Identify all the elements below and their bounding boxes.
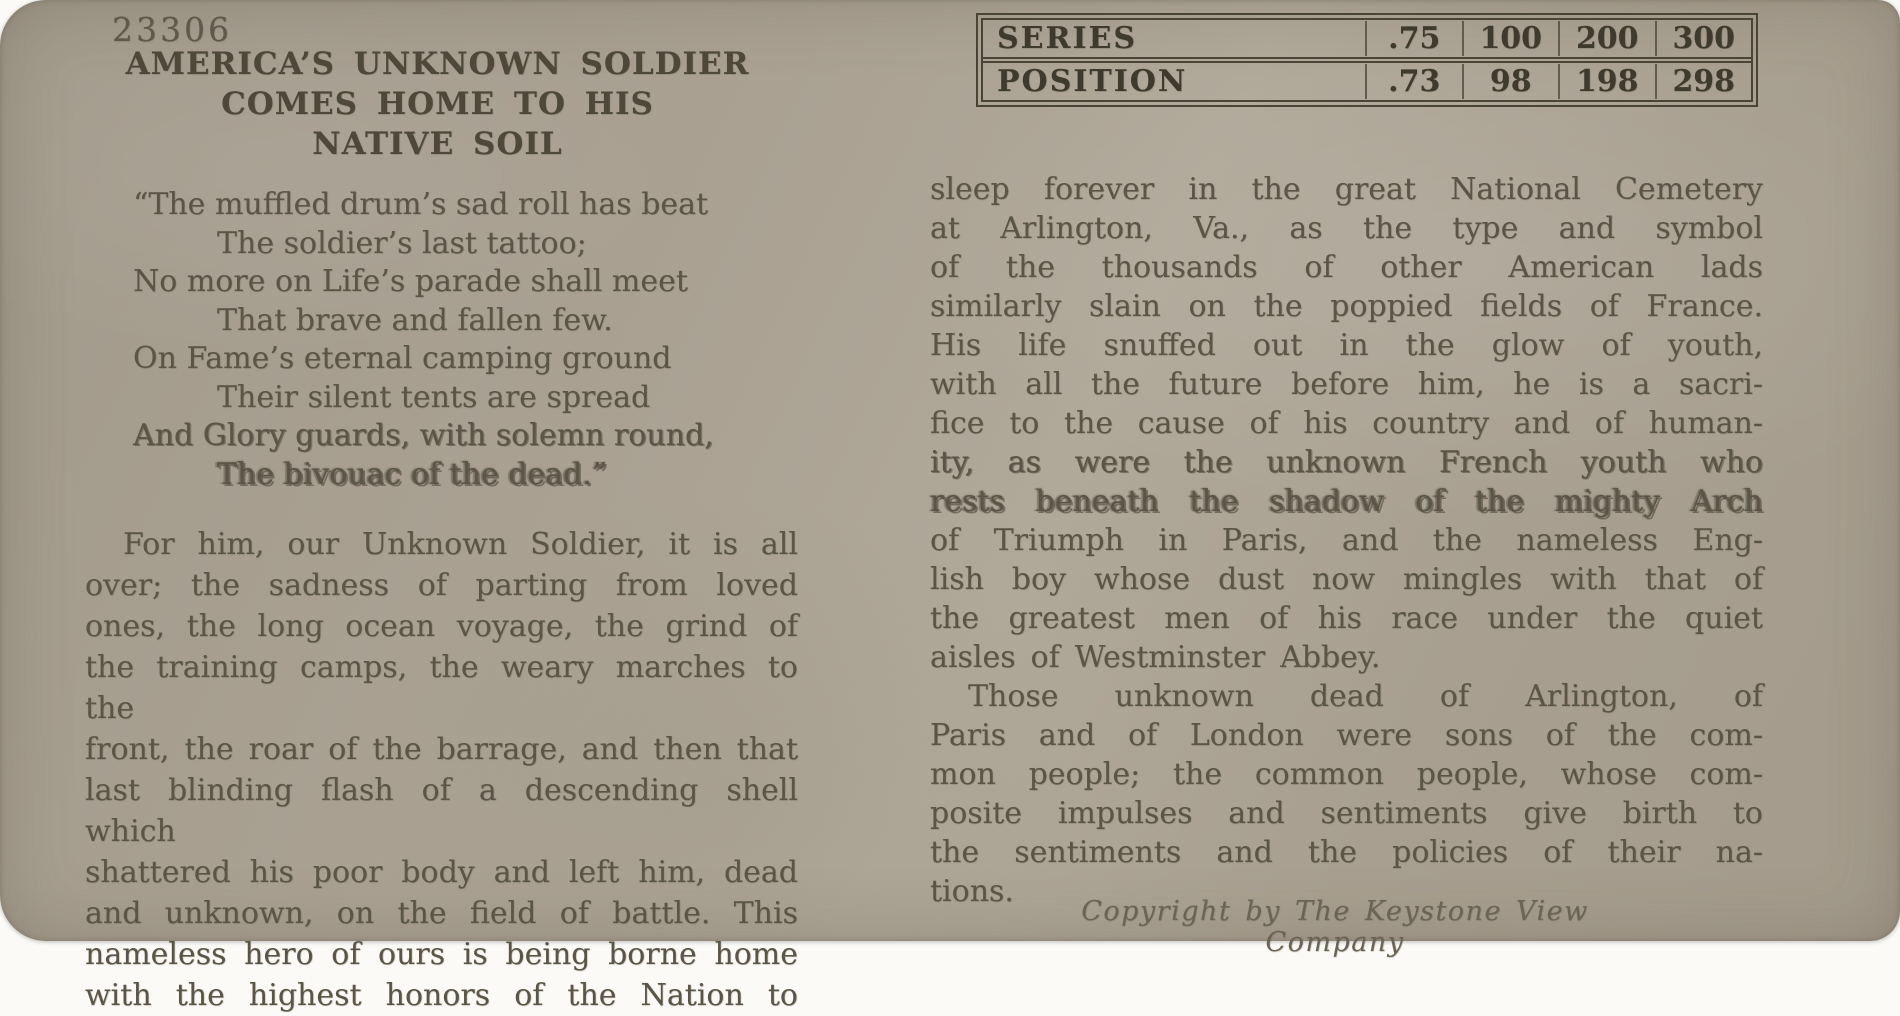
- text-line: mon people; the common people, whose com-: [930, 757, 1763, 792]
- text-line: similarly slain on the poppied fields of France.: [930, 289, 1763, 324]
- text-line: His life snuffed out in the glow of youth,: [930, 328, 1763, 363]
- table-label: POSITION: [997, 64, 1188, 99]
- text-line: Paris and of London were sons of the com-: [930, 718, 1763, 753]
- title-line: AMERICA’S UNKNOWN SOLDIER: [125, 46, 750, 82]
- text-line: ones, the long ocean voyage, the grind of: [85, 609, 798, 644]
- text-line: ity, as were the unknown French youth who: [930, 445, 1763, 480]
- table-cell: .75: [1365, 21, 1462, 56]
- text-line: the training camps, the weary marches to the: [85, 650, 798, 726]
- text-line: aisles of Westminster Abbey.: [930, 640, 1381, 675]
- text-line: lish boy whose dust now mingles with that of: [930, 562, 1763, 597]
- copyright-line: Copyright by The Keystone View Company: [1081, 896, 1589, 958]
- text-line: nameless hero of ours is being borne home: [85, 937, 798, 972]
- right-column: [930, 170, 1763, 911]
- right-paragraph-2: [930, 677, 1763, 911]
- text-line: of the thousands of other American lads: [930, 250, 1763, 285]
- text-line: at Arlington, Va., as the type and symbol: [930, 211, 1763, 246]
- table-cell: 100: [1462, 21, 1559, 56]
- title-line: NATIVE SOIL: [312, 126, 563, 162]
- card-title: [85, 44, 790, 164]
- text-line: over; the sadness of parting from loved: [85, 568, 798, 603]
- table-cell: 98: [1462, 64, 1559, 99]
- poem-line: No more on Life’s parade shall meet: [133, 264, 688, 299]
- poem-line: And Glory guards, with solemn round,: [133, 418, 714, 453]
- left-column-paragraph: [85, 524, 798, 1016]
- series-position-table: [976, 13, 1758, 107]
- text-line: fice to the cause of his country and of human-: [930, 406, 1763, 441]
- table-cell: 298: [1655, 64, 1752, 99]
- text-line: shattered his poor body and left him, dead: [85, 855, 798, 890]
- text-line: last blinding flash of a descending shell which: [85, 773, 798, 849]
- table-label: SERIES: [997, 21, 1138, 56]
- poem-line: That brave and fallen few.: [217, 302, 613, 338]
- text-line: front, the roar of the barrage, and then that: [85, 732, 798, 767]
- table-cell: 300: [1655, 21, 1752, 56]
- poem-line: The soldier’s last tattoo;: [217, 225, 587, 261]
- text-line: the greatest men of his race under the quiet: [930, 601, 1763, 636]
- table-cell: .73: [1365, 64, 1462, 99]
- text-line: sleep forever in the great National Cemetery: [930, 172, 1763, 207]
- card-number: 23306: [112, 10, 232, 49]
- text-line: of Triumph in Paris, and the nameless Eng-: [930, 523, 1763, 558]
- table-cell: 200: [1558, 21, 1655, 56]
- text-line: the sentiments and the policies of their na-: [930, 835, 1763, 870]
- text-line: rests beneath the shadow of the mighty Arch: [930, 484, 1763, 519]
- text-line: tions.: [930, 874, 1014, 909]
- text-line: Those unknown dead of Arlington, of: [968, 679, 1763, 714]
- text-line: For him, our Unknown Soldier, it is all: [123, 527, 798, 562]
- poem-line: Their silent tents are spread: [217, 379, 651, 415]
- poem-line: “The muffled drum’s sad roll has beat: [133, 187, 709, 222]
- text-line: and unknown, on the field of battle. This: [85, 896, 798, 931]
- poem-line: The bivouac of the dead.”: [217, 456, 608, 492]
- table-row-position: [983, 57, 1751, 100]
- text-line: with the highest honors of the Nation to: [85, 978, 798, 1013]
- title-line: COMES HOME TO HIS: [221, 86, 654, 122]
- text-line: with all the future before him, he is a sacri-: [930, 367, 1763, 402]
- poem-quote: [85, 186, 797, 494]
- poem-line: On Fame’s eternal camping ground: [133, 341, 672, 376]
- text-line: posite impulses and sentiments give birth to: [930, 796, 1763, 831]
- table-row-series: [983, 20, 1751, 57]
- table-cell: 198: [1558, 64, 1655, 99]
- right-paragraph-1: [930, 170, 1763, 677]
